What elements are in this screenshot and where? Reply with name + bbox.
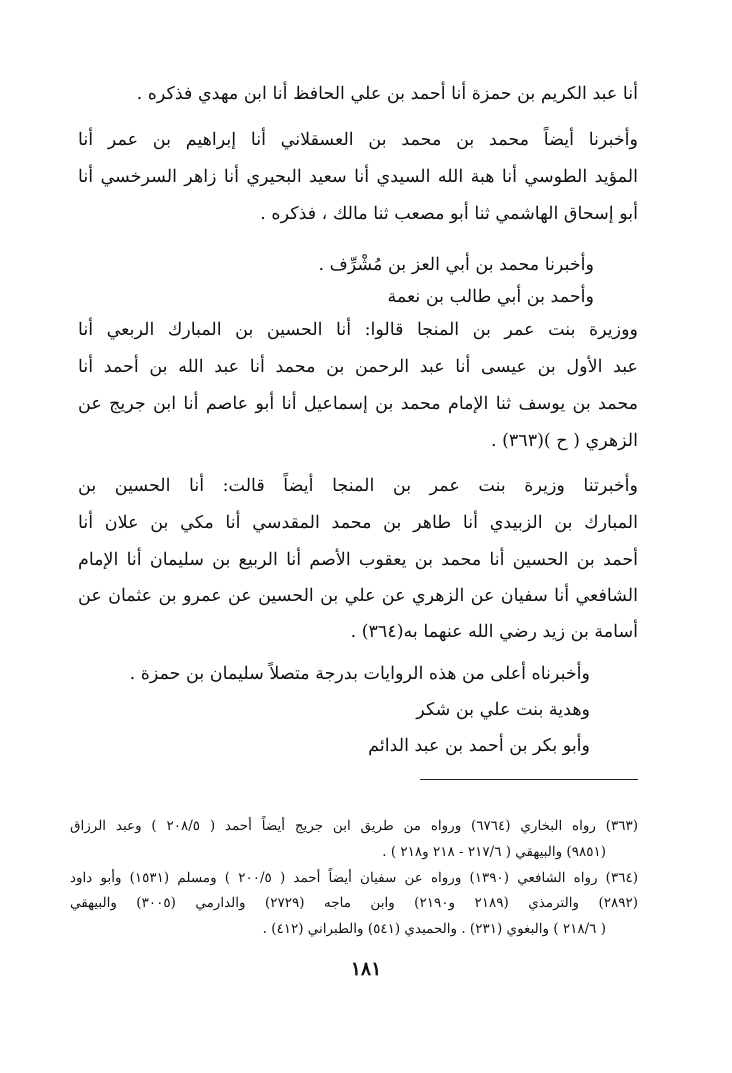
body-line-16: وأخبرناه أعلى من هذه الروايات بدرجة متصلاً سليمان بن حمزة . <box>129 664 590 684</box>
footnote-separator <box>420 779 638 780</box>
page-number: ١٨١ <box>350 958 382 980</box>
body-line-11: وأخبرتنا وزيرة بنت عمر بن المنجا أيضاً قالت: أنا الحسين بن <box>78 476 638 496</box>
body-line-15: أسامة بن زيد رضي الله عنهما به(٣٦٤) . <box>350 622 638 642</box>
body-line-7: ووزيرة بنت عمر بن المنجا قالوا: أنا الحسين بن المبارك الربعي أنا <box>78 320 638 340</box>
footnote-line-5: ( ٢١٨/٦ ) والبغوي (٢٣١) . والحميدي (٥٤١) والطبراني (٤١٢) . <box>262 921 606 937</box>
body-line-8: عبد الأول بن عيسى أنا عبد الرحمن بن محمد أنا عبد الله بن أحمد أنا <box>78 357 638 377</box>
body-line-1: أنا عبد الكريم بن حمزة أنا أحمد بن علي الحافظ أنا ابن مهدي فذكره . <box>136 84 638 104</box>
body-line-2: وأخبرنا أيضاً محمد بن محمد بن العسقلاني أنا إبراهيم بن عمر أنا <box>78 130 638 150</box>
body-line-14: الشافعي أنا سفيان عن الزهري عن علي بن الحسين عن عمرو بن عثمان عن <box>78 586 638 606</box>
footnote-line-1: (٣٦٣) رواه البخاري (٦٧٦٤) ورواه من طريق ابن جريج أيضاً أحمد ( ٢٠٨/٥ ) وعبد الرزاق <box>70 818 639 834</box>
body-line-6: وأحمد بن أبي طالب بن نعمة <box>387 287 594 307</box>
footnote-line-3: (٣٦٤) رواه الشافعي (١٣٩٠) ورواه عن سفيان أيضاً أحمد ( ٢٠٠/٥ ) ومسلم (١٥٣١) وأبو داود <box>70 870 638 886</box>
body-line-9: محمد بن يوسف ثنا الإمام محمد بن إسماعيل أنا أبو عاصم أنا ابن جريج عن <box>78 394 638 414</box>
body-line-18: وأبو بكر بن أحمد بن عبد الدائم <box>368 736 590 756</box>
footnote-line-4: (٢٨٩٢) والترمذي (٢١٨٩ و٢١٩٠) وابن ماجه (٢٧٢٩) والدارمي (٣٠٠٥) والبيهقي <box>70 895 639 911</box>
body-line-13: أحمد بن الحسين أنا محمد بن يعقوب الأصم أنا الربيع بن سليمان أنا الإمام <box>78 550 638 570</box>
body-line-3: المؤيد الطوسي أنا هبة الله السيدي أنا سعيد البحيري أنا زاهر السرخسي أنا <box>78 167 638 187</box>
body-line-17: وهدية بنت علي بن شكر <box>416 700 590 720</box>
footnote-line-2: (٩٨٥١) والبيهقي ( ٢١٧/٦ - ٢١٨ و٢١٨ ) . <box>382 844 606 860</box>
body-line-4: أبو إسحاق الهاشمي ثنا أبو مصعب ثنا مالك ، فذكره . <box>260 204 638 224</box>
body-line-5: وأخبرنا محمد بن أبي العز بن مُشْرِّف . <box>318 255 594 275</box>
body-line-10: الزهري ( ح )(٣٦٣) . <box>490 431 638 451</box>
body-line-12: المبارك بن الزبيدي أنا طاهر بن محمد المقدسي أنا مكي بن علان أنا <box>78 513 638 533</box>
